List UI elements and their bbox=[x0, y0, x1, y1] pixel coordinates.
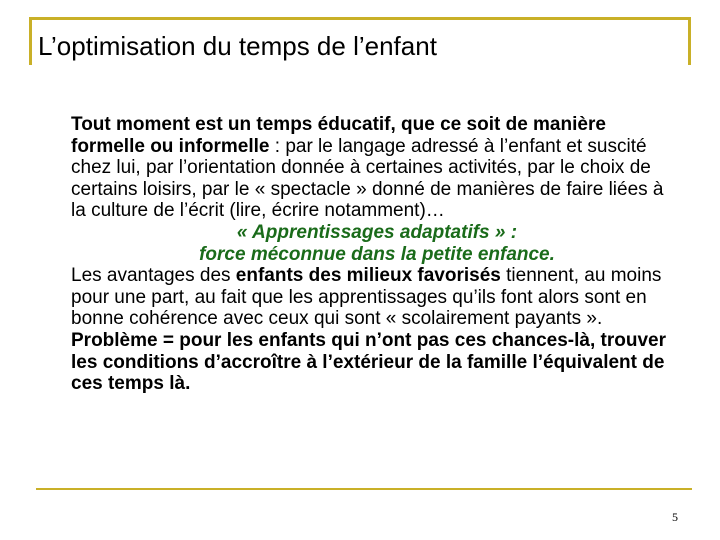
title-frame-top-rule bbox=[29, 17, 691, 20]
paragraph-educational-time-bold: Tout moment est un temps éducatif, que ce soit de manière formelle ou informelle bbox=[71, 114, 606, 157]
slide-title: L’optimisation du temps de l’enfant bbox=[38, 31, 437, 61]
footer-rule bbox=[36, 488, 692, 490]
paragraph-educational-time-rest: : par le langage adressé à l’enfant et suscité chez lui, par l’orientation donnée à certaines activités, par le choix de certains loisirs, par le « spectacle » donné de manières de faire liées à la culture de l’écrit (lire, écrire notamment)… bbox=[71, 135, 664, 222]
paragraph-advantages-part1: Les avantages des bbox=[71, 265, 236, 287]
quote-line-2: force méconnue dans la petite enfance. bbox=[199, 243, 555, 265]
quote-line-1: « Apprentissages adaptatifs » : bbox=[236, 221, 518, 243]
paragraph-educational-time bbox=[71, 114, 683, 222]
paragraph-problem: Problème = pour les enfants qui n’ont pas ces chances-là, trouver les conditions d’accroître à l’extérieur de la famille l’équivalent de ces temps là. bbox=[71, 329, 666, 395]
page-number: 5 bbox=[672, 510, 678, 524]
slide-body bbox=[71, 114, 683, 395]
paragraph-advantages bbox=[71, 265, 683, 330]
paragraph-advantages-part2: tiennent, au moins pour une part, au fait que les apprentissages qu’ils font alors sont en bonne cohérence avec ceux qui sont « scolairement payants ». bbox=[71, 265, 662, 330]
title-frame-right-rule bbox=[688, 17, 691, 65]
paragraph-advantages-bold: enfants des milieux favorisés bbox=[235, 265, 501, 287]
title-frame-left-rule bbox=[29, 17, 32, 65]
